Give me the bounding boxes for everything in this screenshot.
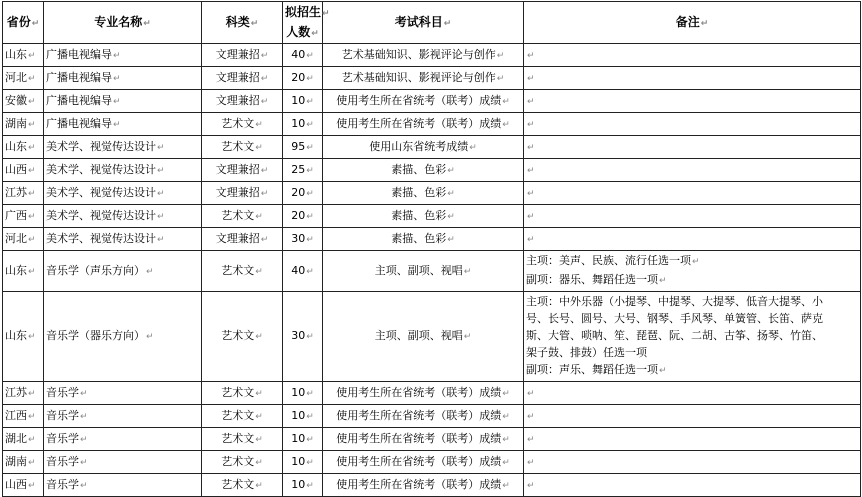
note-line: 斯、大管、唢呐、笙、琵琶、阮、二胡、古筝、扬琴、竹笛、 — [526, 329, 823, 342]
cell-subjects: 主项、副项、视唱↵ — [323, 251, 524, 292]
header-notes: 备注↵ — [524, 2, 861, 44]
note-line: 号、长号、圆号、大号、钢琴、手风琴、单簧管、长笛、萨克 — [526, 312, 823, 325]
cell-plan-count: 10↵ — [283, 451, 323, 474]
cell-major: 美术学、视觉传达设计↵ — [44, 228, 202, 251]
header-category: 科类↵ — [202, 2, 283, 44]
cell-subjects: 艺术基础知识、影视评论与创作↵ — [323, 67, 524, 90]
cell-province: 江苏↵ — [3, 382, 44, 405]
cell-plan-count: 20↵ — [283, 182, 323, 205]
cell-notes: ↵ — [524, 136, 861, 159]
header-subjects: 考试科目↵ — [323, 2, 524, 44]
table-row — [3, 292, 861, 382]
cell-major: 美术学、视觉传达设计↵ — [44, 159, 202, 182]
table-row — [3, 228, 861, 251]
cell-plan-count: 30↵ — [283, 228, 323, 251]
cell-major: 音乐学↵ — [44, 428, 202, 451]
cell-major: 广播电视编导↵ — [44, 44, 202, 67]
cell-category: 艺术文↵ — [202, 251, 283, 292]
cell-province: 山西↵ — [3, 474, 44, 497]
cell-notes: ↵ — [524, 159, 861, 182]
cell-notes: ↵ — [524, 451, 861, 474]
cell-province: 山东↵ — [3, 292, 44, 382]
cell-category: 艺术文↵ — [202, 405, 283, 428]
cell-category: 文理兼招↵ — [202, 44, 283, 67]
cell-notes: ↵ — [524, 67, 861, 90]
cell-subjects: 素描、色彩↵ — [323, 159, 524, 182]
cell-notes: ↵ — [524, 428, 861, 451]
cell-subjects: 素描、色彩↵ — [323, 228, 524, 251]
cell-plan-count: 25↵ — [283, 159, 323, 182]
cell-province: 山东↵ — [3, 251, 44, 292]
cell-province: 湖北↵ — [3, 428, 44, 451]
cell-subjects: 使用考生所在省统考（联考）成绩↵ — [323, 382, 524, 405]
note-line: 副项：器乐、舞蹈任选一项↵ — [526, 273, 667, 286]
table-row — [3, 382, 861, 405]
cell-plan-count: 10↵ — [283, 382, 323, 405]
cell-major: 美术学、视觉传达设计↵ — [44, 205, 202, 228]
cell-major: 广播电视编导↵ — [44, 67, 202, 90]
cell-category: 艺术文↵ — [202, 382, 283, 405]
cell-province: 河北↵ — [3, 228, 44, 251]
cell-category: 文理兼招↵ — [202, 159, 283, 182]
header-province: 省份↵ — [3, 2, 44, 44]
table-row — [3, 44, 861, 67]
cell-notes: ↵ — [524, 474, 861, 497]
cell-plan-count: 30↵ — [283, 292, 323, 382]
table-row — [3, 136, 861, 159]
cell-category: 艺术文↵ — [202, 428, 283, 451]
table-row — [3, 159, 861, 182]
cell-province: 山东↵ — [3, 136, 44, 159]
cell-province: 湖南↵ — [3, 451, 44, 474]
table-row — [3, 182, 861, 205]
cell-major: 音乐学↵ — [44, 474, 202, 497]
cell-major: 美术学、视觉传达设计↵ — [44, 136, 202, 159]
cell-category: 文理兼招↵ — [202, 228, 283, 251]
cell-province: 山东↵ — [3, 44, 44, 67]
cell-notes: ↵ — [524, 205, 861, 228]
cell-province: 河北↵ — [3, 67, 44, 90]
cell-plan-count: 95↵ — [283, 136, 323, 159]
cell-province: 山西↵ — [3, 159, 44, 182]
cell-plan-count: 10↵ — [283, 428, 323, 451]
cell-major: 音乐学（器乐方向）↵ — [44, 292, 202, 382]
table-row — [3, 251, 861, 292]
cell-major: 音乐学↵ — [44, 405, 202, 428]
cell-notes: ↵ — [524, 90, 861, 113]
cell-notes: ↵ — [524, 113, 861, 136]
cell-subjects: 使用考生所在省统考（联考）成绩↵ — [323, 113, 524, 136]
cell-category: 文理兼招↵ — [202, 67, 283, 90]
cell-province: 安徽↵ — [3, 90, 44, 113]
cell-province: 江苏↵ — [3, 182, 44, 205]
table-row — [3, 405, 861, 428]
header-plan-count: 拟招生↵ 人数↵ — [283, 2, 323, 44]
cell-notes: ↵ — [524, 382, 861, 405]
enrollment-table — [2, 1, 861, 497]
cell-notes: ↵ — [524, 405, 861, 428]
table-row — [3, 67, 861, 90]
note-line: 主项：美声、民族、流行任选一项↵ — [526, 254, 700, 267]
cell-subjects: 主项、副项、视唱↵ — [323, 292, 524, 382]
cell-plan-count: 20↵ — [283, 67, 323, 90]
cell-notes — [524, 251, 861, 292]
cell-category: 文理兼招↵ — [202, 90, 283, 113]
cell-subjects: 素描、色彩↵ — [323, 205, 524, 228]
cell-plan-count: 20↵ — [283, 205, 323, 228]
cell-major: 广播电视编导↵ — [44, 90, 202, 113]
cell-subjects: 使用考生所在省统考（联考）成绩↵ — [323, 428, 524, 451]
cell-subjects: 使用考生所在省统考（联考）成绩↵ — [323, 90, 524, 113]
cell-plan-count: 40↵ — [283, 44, 323, 67]
cell-plan-count: 10↵ — [283, 405, 323, 428]
cell-major: 美术学、视觉传达设计↵ — [44, 182, 202, 205]
table-row — [3, 205, 861, 228]
table-row — [3, 451, 861, 474]
note-line: 主项：中外乐器（小提琴、中提琴、大提琴、低音大提琴、小 — [526, 295, 823, 308]
cell-major: 音乐学↵ — [44, 451, 202, 474]
cell-subjects: 使用考生所在省统考（联考）成绩↵ — [323, 474, 524, 497]
cell-subjects: 使用考生所在省统考（联考）成绩↵ — [323, 405, 524, 428]
cell-category: 艺术文↵ — [202, 136, 283, 159]
cell-province: 江西↵ — [3, 405, 44, 428]
cell-subjects: 素描、色彩↵ — [323, 182, 524, 205]
table-row — [3, 113, 861, 136]
cell-subjects: 使用考生所在省统考（联考）成绩↵ — [323, 451, 524, 474]
table-row — [3, 474, 861, 497]
table-row — [3, 428, 861, 451]
cell-notes — [524, 292, 861, 382]
cell-category: 艺术文↵ — [202, 451, 283, 474]
cell-notes: ↵ — [524, 182, 861, 205]
cell-major: 音乐学（声乐方向）↵ — [44, 251, 202, 292]
cell-subjects: 艺术基础知识、影视评论与创作↵ — [323, 44, 524, 67]
cell-major: 音乐学↵ — [44, 382, 202, 405]
cell-notes: ↵ — [524, 228, 861, 251]
cell-plan-count: 10↵ — [283, 113, 323, 136]
cell-category: 艺术文↵ — [202, 113, 283, 136]
table-body — [3, 44, 861, 497]
header-major: 专业名称↵ — [44, 2, 202, 44]
cell-plan-count: 40↵ — [283, 251, 323, 292]
cell-category: 文理兼招↵ — [202, 182, 283, 205]
table-row — [3, 90, 861, 113]
cell-category: 艺术文↵ — [202, 292, 283, 382]
cell-category: 艺术文↵ — [202, 474, 283, 497]
cell-province: 广西↵ — [3, 205, 44, 228]
cell-province: 湖南↵ — [3, 113, 44, 136]
cell-category: 艺术文↵ — [202, 205, 283, 228]
cell-notes: ↵ — [524, 44, 861, 67]
cell-major: 广播电视编导↵ — [44, 113, 202, 136]
cell-plan-count: 10↵ — [283, 474, 323, 497]
note-line: 副项：声乐、舞蹈任选一项↵ — [526, 363, 667, 376]
cell-subjects: 使用山东省统考成绩↵ — [323, 136, 524, 159]
table-header-row — [3, 2, 861, 44]
note-line: 架子鼓、排鼓）任选一项 — [526, 346, 647, 359]
cell-plan-count: 10↵ — [283, 90, 323, 113]
